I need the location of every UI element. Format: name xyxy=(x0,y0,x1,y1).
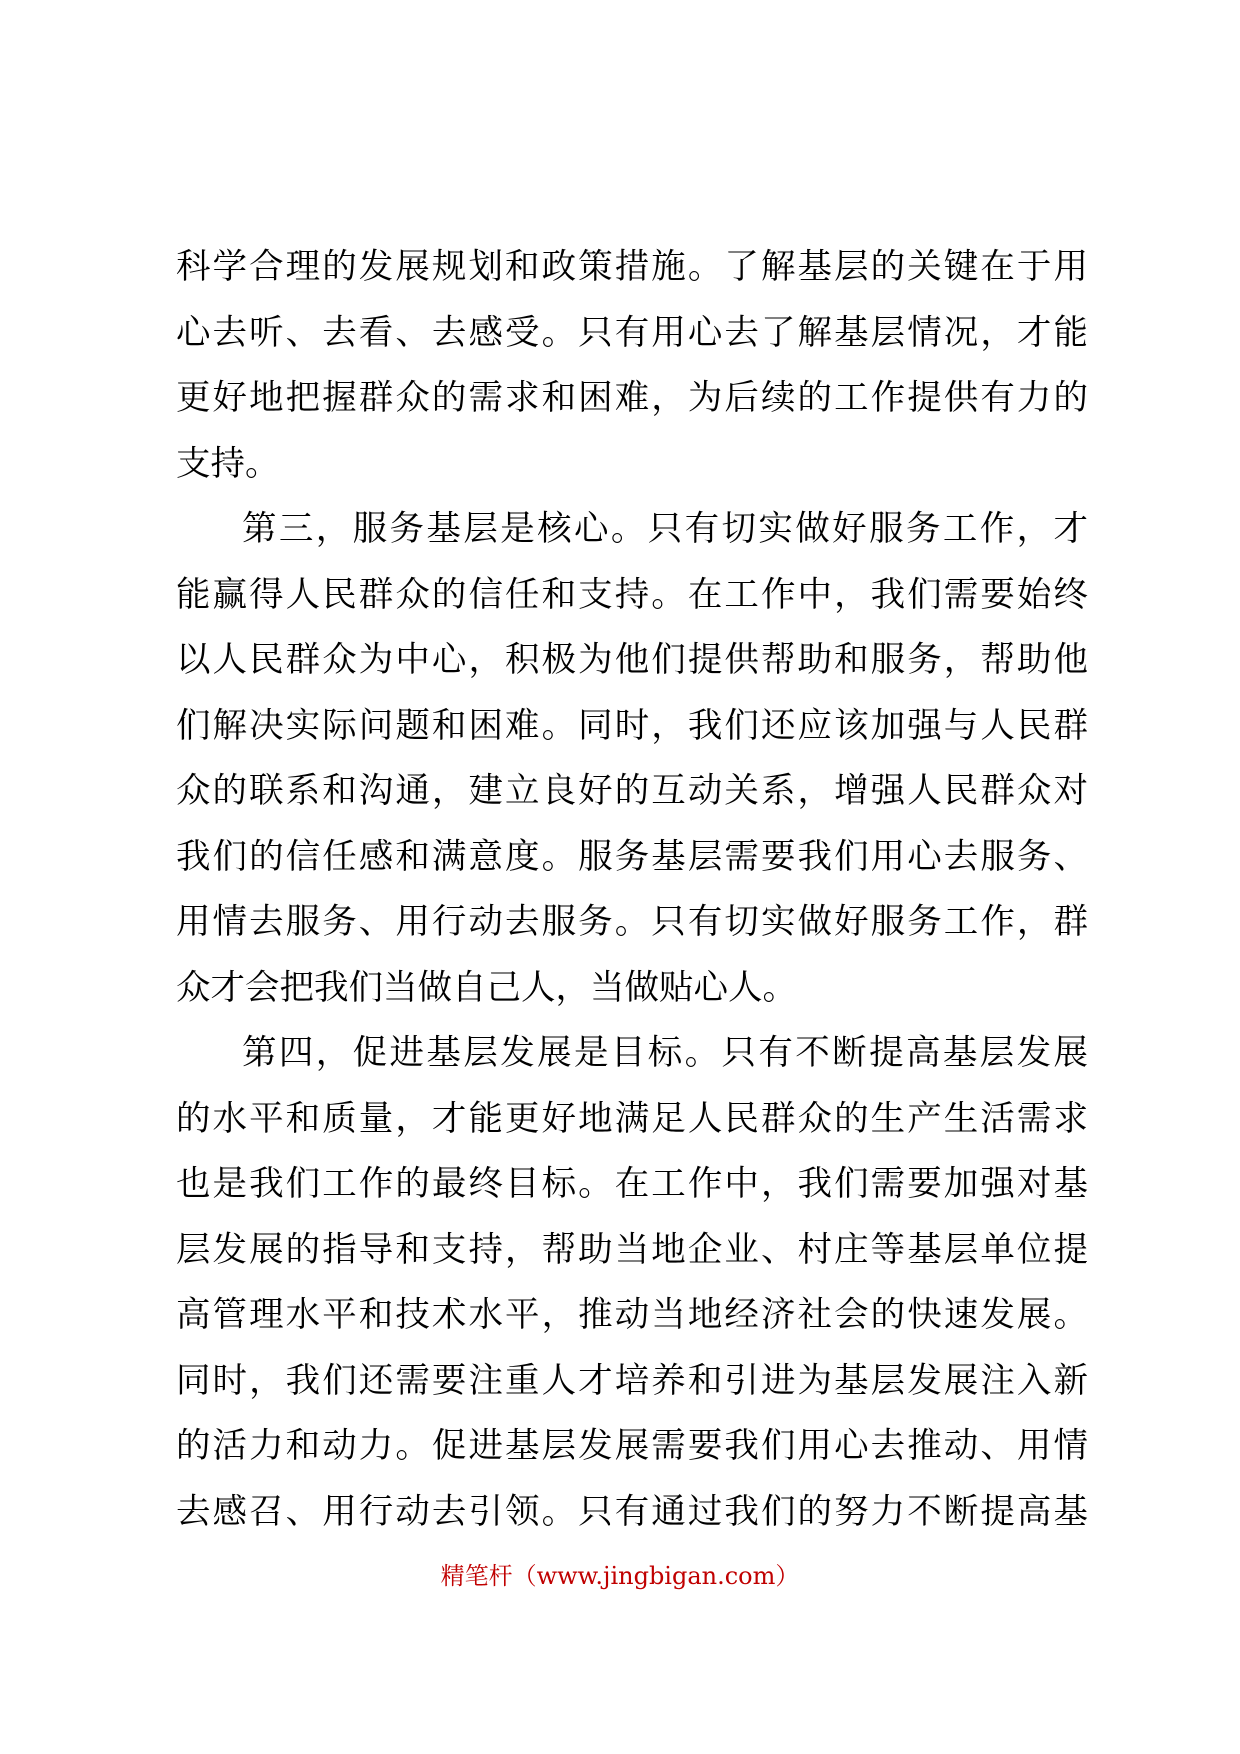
paragraph xyxy=(176,235,1088,497)
text-line: 我们的信任感和满意度。服务基层需要我们用心去服务、 xyxy=(176,836,1088,877)
paragraph xyxy=(176,497,1088,1021)
text-line: 以人民群众为中心，积极为他们提供帮助和服务，帮助他 xyxy=(176,640,1088,680)
text-line: 众的联系和沟通，建立良好的互动关系，增强人民群众对 xyxy=(176,771,1088,811)
text-line: 支持。 xyxy=(176,443,280,484)
text-line: 高管理水平和技术水平，推动当地经济社会的快速发展。 xyxy=(176,1295,1088,1335)
text-line: 科学合理的发展规划和政策措施。了解基层的关键在于用 xyxy=(176,247,1088,287)
text-line: 的水平和质量，才能更好地满足人民群众的生产生活需求 xyxy=(176,1098,1088,1139)
text-line: 第三，服务基层是核心。只有切实做好服务工作，才 xyxy=(242,509,1088,549)
text-line: 众才会把我们当做自己人，当做贴心人。 xyxy=(176,967,797,1008)
paragraph xyxy=(176,1021,1088,1545)
text-line: 去感召、用行动去引领。只有通过我们的努力不断提高基 xyxy=(176,1491,1088,1532)
text-line: 第四，促进基层发展是目标。只有不断提高基层发展 xyxy=(242,1033,1088,1073)
text-line: 也是我们工作的最终目标。在工作中，我们需要加强对基 xyxy=(176,1164,1088,1204)
text-line: 同时，我们还需要注重人才培养和引进为基层发展注入新 xyxy=(176,1360,1088,1401)
text-line: 心去听、去看、去感受。只有用心去了解基层情况，才能 xyxy=(176,312,1088,353)
body-text xyxy=(176,235,1088,1545)
text-line: 能赢得人民群众的信任和支持。在工作中，我们需要始终 xyxy=(176,574,1088,615)
text-line: 更好地把握群众的需求和困难，为后续的工作提供有力的 xyxy=(176,378,1088,418)
text-line: 的活力和动力。促进基层发展需要我们用心去推动、用情 xyxy=(176,1426,1088,1466)
text-line: 们解决实际问题和困难。同时，我们还应该加强与人民群 xyxy=(176,705,1088,746)
footer-watermark: 精笔杆（www.jingbigan.com） xyxy=(440,1562,800,1590)
text-line: 用情去服务、用行动去服务。只有切实做好服务工作，群 xyxy=(176,902,1088,942)
text-line: 层发展的指导和支持，帮助当地企业、村庄等基层单位提 xyxy=(176,1229,1088,1270)
